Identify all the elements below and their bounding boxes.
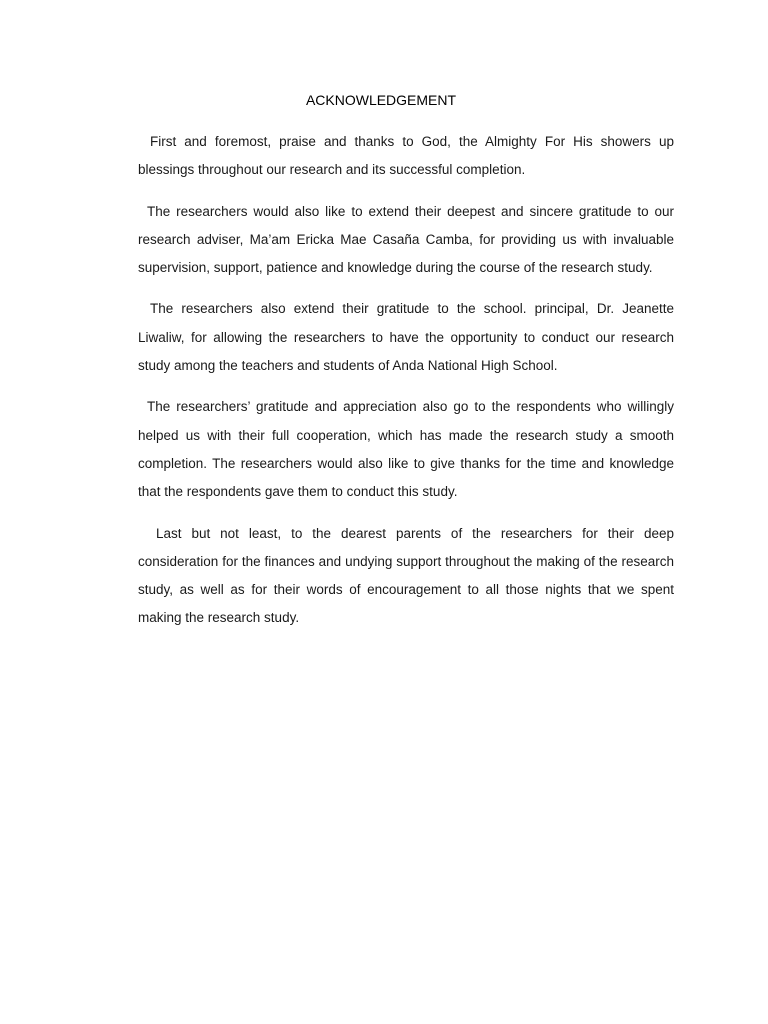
paragraph-1: First and foremost, praise and thanks to God, the Almighty For His showers up blessings throughout our research and its successful completion. bbox=[138, 134, 674, 178]
paragraph-3: The researchers also extend their gratitude to the school. principal, Dr. Jeanette Liwaliw, for allowing the researchers to have the opportunity to conduct our research study among the teachers and students of Anda National High School. bbox=[138, 301, 674, 374]
document-body bbox=[138, 128, 674, 646]
paragraph-4: The researchers’ gratitude and appreciation also go to the respondents who willingly helped us with their full cooperation, which has made the research study a smooth completion. The researchers would also like to give thanks for the time and knowledge that the respondents gave them to conduct this study. bbox=[138, 399, 674, 500]
paragraph-2: The researchers would also like to extend their deepest and sincere gratitude to our research adviser, Ma’am Ericka Mae Casaña Camba, for providing us with invaluable supervision, support, patience and knowledge during the course of the research study. bbox=[138, 203, 674, 276]
paragraph-5: Last but not least, to the dearest parents of the researchers for their deep consideration for the finances and undying support throughout the making of the research study, as well as for their words of encouragement to all those nights that we spent making the research study. bbox=[138, 525, 674, 626]
document-title: ACKNOWLEDGEMENT bbox=[305, 92, 457, 108]
